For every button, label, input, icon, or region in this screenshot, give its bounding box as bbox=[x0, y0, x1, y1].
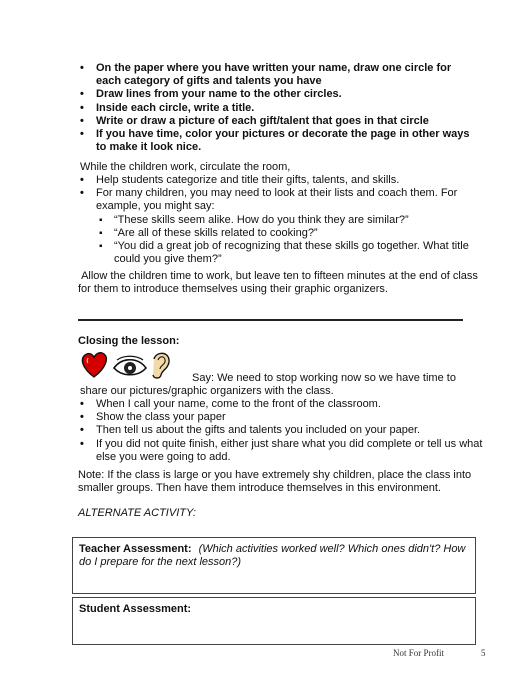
list-item: • If you have time, color your pictures or decorate the page in other ways to make it look nice. bbox=[80, 128, 470, 154]
list-item: • Inside each circle, write a title. bbox=[80, 102, 470, 115]
teacher-assessment-prompt: (Which activities worked well? Which ones didn't? How do I prepare for the next lesson?) bbox=[79, 543, 466, 569]
list-item: • Then tell us about the gifts and talents you included on your paper. bbox=[80, 424, 484, 437]
teacher-assessment-box[interactable] bbox=[72, 537, 476, 594]
list-item: • Write or draw a picture of each gift/talent that goes in that circle bbox=[80, 115, 470, 128]
list-item: • Help students categorize and title their gifts, talents, and skills. bbox=[80, 174, 484, 187]
instruction-list bbox=[80, 62, 470, 154]
student-assessment-label: Student Assessment: bbox=[79, 603, 192, 615]
circulate-intro: While the children work, circulate the room, bbox=[80, 161, 291, 173]
list-item bbox=[80, 187, 484, 266]
footer-text: Not For Profit bbox=[393, 648, 445, 658]
teacher-assessment-text bbox=[73, 538, 475, 574]
class-note: Note: If the class is large or you have extremely shy children, place the class into smaller groups. Then have them introduce themselves in this environment. bbox=[78, 469, 472, 495]
closing-heading: Closing the lesson: bbox=[78, 335, 180, 347]
list-item: • If you did not quite finish, either just share what you did complete or tell us what else you were going to add. bbox=[80, 438, 484, 464]
closing-list bbox=[80, 398, 484, 464]
time-note: Allow the children time to work, but leave ten to fifteen minutes at the end of class for them to introduce themselves using their graphic organizers. bbox=[78, 270, 481, 296]
closing-say-text: Say: We need to stop working now so we have time to share our pictures/graphic organizers with the class. bbox=[80, 372, 456, 398]
alternate-activity: ALTERNATE ACTIVITY: bbox=[78, 507, 196, 519]
list-item: • On the paper where you have written your name, draw one circle for each category of gifts and talents you have bbox=[80, 62, 470, 88]
student-assessment-box[interactable] bbox=[72, 597, 476, 645]
teacher-assessment-label: Teacher Assessment: bbox=[79, 543, 192, 555]
example-list bbox=[96, 214, 484, 267]
section-divider bbox=[78, 319, 463, 321]
example-item: ▪ “These skills seem alike. How do you think they are similar?” bbox=[96, 214, 484, 227]
list-item: • Draw lines from your name to the other circles. bbox=[80, 88, 470, 101]
page-number: 5 bbox=[481, 648, 486, 658]
example-item: ▪ “You did a great job of recognizing that these skills go together. What title could you give them?” bbox=[96, 240, 484, 266]
example-item: ▪ “Are all of these skills related to cooking?” bbox=[96, 227, 484, 240]
circulate-list bbox=[80, 174, 484, 266]
closing-say bbox=[80, 372, 478, 398]
list-item: • Show the class your paper bbox=[80, 411, 484, 424]
list-item-text: For many children, you may need to look at their lists and coach them. For example, you might say: bbox=[96, 187, 458, 213]
list-item: • When I call your name, come to the front of the classroom. bbox=[80, 398, 484, 411]
